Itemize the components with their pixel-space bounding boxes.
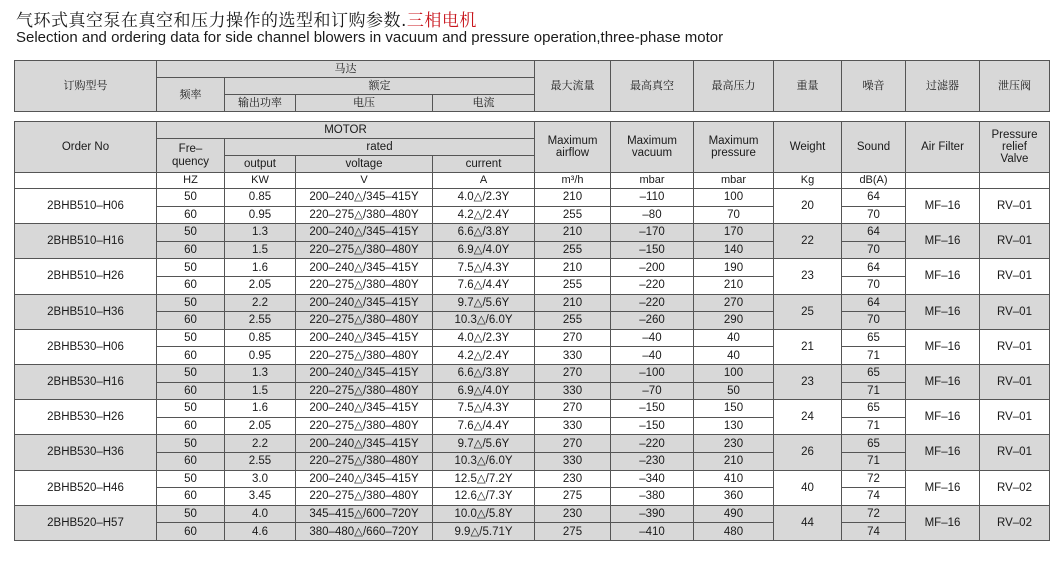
order-no-cell: 2BHB510–H06 xyxy=(15,189,157,224)
valve-cell: RV–02 xyxy=(980,470,1050,505)
airflow-cell: 330 xyxy=(535,347,611,365)
zh-header-table xyxy=(14,60,1050,112)
weight-cell: 21 xyxy=(774,329,842,364)
sound-cell: 74 xyxy=(842,488,906,506)
airflow-header: Maximum airflow xyxy=(535,122,611,173)
valve-cell: RV–01 xyxy=(980,259,1050,294)
voltage-cell: 200–240△/345–415Y xyxy=(296,329,433,347)
voltage-cell: 200–240△/345–415Y xyxy=(296,224,433,242)
current-cell: 6.9△/4.0Y xyxy=(433,382,535,400)
filter-cell: MF–16 xyxy=(906,259,980,294)
output-header: output xyxy=(225,156,296,173)
table-row xyxy=(15,470,1050,488)
output-cell: 2.05 xyxy=(225,276,296,294)
current-cell: 4.2△/2.4Y xyxy=(433,206,535,224)
sound-cell: 71 xyxy=(842,452,906,470)
voltage-cell: 200–240△/345–415Y xyxy=(296,470,433,488)
weight-cell: 26 xyxy=(774,435,842,470)
airflow-cell: 255 xyxy=(535,206,611,224)
weight-cell: 20 xyxy=(774,189,842,224)
frequency-header: Fre– quency xyxy=(157,139,225,173)
title-zh-accent: 三相电机 xyxy=(406,11,477,31)
current-cell: 7.5△/4.3Y xyxy=(433,259,535,277)
frequency-cell: 50 xyxy=(157,224,225,242)
zh-sound-header: 噪音 xyxy=(842,61,906,112)
table-row xyxy=(15,452,1050,470)
page-subtitle: Selection and ordering data for side channel blowers in vacuum and pressure operation,three-phase motor xyxy=(16,29,724,46)
pressure-cell: 210 xyxy=(694,276,774,294)
pressure-cell: 40 xyxy=(694,329,774,347)
table-row xyxy=(15,400,1050,418)
pressure-cell: 130 xyxy=(694,417,774,435)
pressure-cell: 490 xyxy=(694,505,774,523)
output-cell: 2.2 xyxy=(225,435,296,453)
order-no-header: Order No xyxy=(15,122,157,173)
frequency-cell: 50 xyxy=(157,329,225,347)
vacuum-cell: –80 xyxy=(611,206,694,224)
zh-valve-header: 泄压阀 xyxy=(980,61,1050,112)
zh-weight-header: 重量 xyxy=(774,61,842,112)
filter-cell: MF–16 xyxy=(906,435,980,470)
frequency-cell: 50 xyxy=(157,470,225,488)
output-cell: 1.3 xyxy=(225,364,296,382)
current-cell: 9.9△/5.71Y xyxy=(433,523,535,541)
output-cell: 0.95 xyxy=(225,347,296,365)
zh-order-no-header: 订购型号 xyxy=(15,61,157,112)
frequency-cell: 60 xyxy=(157,488,225,506)
output-cell: 1.6 xyxy=(225,400,296,418)
current-cell: 9.7△/5.6Y xyxy=(433,294,535,312)
voltage-cell: 220–275△/380–480Y xyxy=(296,347,433,365)
unit-vacuum: mbar xyxy=(611,173,694,189)
table-row xyxy=(15,488,1050,506)
current-cell: 4.0△/2.3Y xyxy=(433,189,535,207)
airflow-cell: 255 xyxy=(535,276,611,294)
pressure-cell: 290 xyxy=(694,312,774,330)
voltage-cell: 220–275△/380–480Y xyxy=(296,382,433,400)
vacuum-cell: –150 xyxy=(611,400,694,418)
output-cell: 2.05 xyxy=(225,417,296,435)
weight-cell: 40 xyxy=(774,470,842,505)
current-cell: 7.6△/4.4Y xyxy=(433,417,535,435)
valve-cell: RV–01 xyxy=(980,224,1050,259)
vacuum-cell: –220 xyxy=(611,276,694,294)
valve-cell: RV–01 xyxy=(980,364,1050,399)
output-cell: 1.3 xyxy=(225,224,296,242)
current-cell: 12.6△/7.3Y xyxy=(433,488,535,506)
unit-sound: dB(A) xyxy=(842,173,906,189)
current-cell: 12.5△/7.2Y xyxy=(433,470,535,488)
frequency-cell: 60 xyxy=(157,241,225,259)
unit-valve xyxy=(980,173,1050,189)
vacuum-cell: –230 xyxy=(611,452,694,470)
output-cell: 2.2 xyxy=(225,294,296,312)
filter-cell: MF–16 xyxy=(906,364,980,399)
voltage-cell: 220–275△/380–480Y xyxy=(296,206,433,224)
frequency-cell: 60 xyxy=(157,523,225,541)
rated-header: rated xyxy=(225,139,535,156)
current-cell: 9.7△/5.6Y xyxy=(433,435,535,453)
airflow-cell: 230 xyxy=(535,470,611,488)
frequency-cell: 50 xyxy=(157,294,225,312)
vacuum-cell: –340 xyxy=(611,470,694,488)
output-cell: 4.6 xyxy=(225,523,296,541)
sound-cell: 71 xyxy=(842,347,906,365)
vacuum-cell: –200 xyxy=(611,259,694,277)
zh-output-header: 输出功率 xyxy=(225,95,296,112)
unit-frequency: HZ xyxy=(157,173,225,189)
zh-voltage-header: 电压 xyxy=(296,95,433,112)
sound-cell: 70 xyxy=(842,206,906,224)
pressure-cell: 230 xyxy=(694,435,774,453)
frequency-cell: 50 xyxy=(157,400,225,418)
valve-cell: RV–01 xyxy=(980,189,1050,224)
voltage-cell: 220–275△/380–480Y xyxy=(296,276,433,294)
order-no-cell: 2BHB530–H06 xyxy=(15,329,157,364)
airflow-cell: 210 xyxy=(535,294,611,312)
airflow-cell: 210 xyxy=(535,224,611,242)
weight-cell: 23 xyxy=(774,364,842,399)
zh-motor-header: 马达 xyxy=(157,61,535,78)
table-row xyxy=(15,189,1050,207)
zh-current-header: 电流 xyxy=(433,95,535,112)
vacuum-cell: –150 xyxy=(611,241,694,259)
current-cell: 6.9△/4.0Y xyxy=(433,241,535,259)
airflow-cell: 275 xyxy=(535,523,611,541)
current-cell: 7.6△/4.4Y xyxy=(433,276,535,294)
sound-cell: 74 xyxy=(842,523,906,541)
valve-cell: RV–01 xyxy=(980,294,1050,329)
voltage-cell: 220–275△/380–480Y xyxy=(296,452,433,470)
pressure-cell: 360 xyxy=(694,488,774,506)
output-cell: 0.85 xyxy=(225,329,296,347)
current-cell: 4.2△/2.4Y xyxy=(433,347,535,365)
table-row xyxy=(15,276,1050,294)
sound-cell: 70 xyxy=(842,241,906,259)
pressure-header: Maximum pressure xyxy=(694,122,774,173)
sound-cell: 71 xyxy=(842,417,906,435)
table-row xyxy=(15,294,1050,312)
vacuum-cell: –70 xyxy=(611,382,694,400)
unit-voltage: V xyxy=(296,173,433,189)
weight-header: Weight xyxy=(774,122,842,173)
unit-filter xyxy=(906,173,980,189)
vacuum-cell: –380 xyxy=(611,488,694,506)
vacuum-cell: –100 xyxy=(611,364,694,382)
filter-cell: MF–16 xyxy=(906,400,980,435)
current-cell: 7.5△/4.3Y xyxy=(433,400,535,418)
current-cell: 10.0△/5.8Y xyxy=(433,505,535,523)
zh-vacuum-header: 最高真空 xyxy=(611,61,694,112)
sound-cell: 71 xyxy=(842,382,906,400)
voltage-cell: 200–240△/345–415Y xyxy=(296,400,433,418)
unit-current: A xyxy=(433,173,535,189)
pressure-cell: 480 xyxy=(694,523,774,541)
airflow-cell: 270 xyxy=(535,364,611,382)
units-row xyxy=(15,173,1050,189)
sound-cell: 64 xyxy=(842,259,906,277)
zh-filter-header: 过滤器 xyxy=(906,61,980,112)
valve-cell: RV–01 xyxy=(980,400,1050,435)
filter-cell: MF–16 xyxy=(906,294,980,329)
voltage-cell: 200–240△/345–415Y xyxy=(296,435,433,453)
order-no-cell: 2BHB520–H46 xyxy=(15,470,157,505)
weight-cell: 24 xyxy=(774,400,842,435)
vacuum-cell: –390 xyxy=(611,505,694,523)
vacuum-cell: –410 xyxy=(611,523,694,541)
voltage-cell: 220–275△/380–480Y xyxy=(296,312,433,330)
airflow-cell: 270 xyxy=(535,329,611,347)
voltage-cell: 200–240△/345–415Y xyxy=(296,259,433,277)
valve-cell: RV–01 xyxy=(980,329,1050,364)
frequency-cell: 50 xyxy=(157,364,225,382)
output-cell: 1.5 xyxy=(225,382,296,400)
table-row xyxy=(15,312,1050,330)
unit-airflow: m³/h xyxy=(535,173,611,189)
zh-airflow-header: 最大流量 xyxy=(535,61,611,112)
voltage-header: voltage xyxy=(296,156,433,173)
airflow-cell: 270 xyxy=(535,400,611,418)
order-no-cell: 2BHB510–H36 xyxy=(15,294,157,329)
unit-weight: Kg xyxy=(774,173,842,189)
frequency-cell: 60 xyxy=(157,382,225,400)
page-title xyxy=(16,6,477,31)
airflow-cell: 330 xyxy=(535,382,611,400)
valve-header: Pressure relief Valve xyxy=(980,122,1050,173)
sound-cell: 72 xyxy=(842,505,906,523)
table-row xyxy=(15,382,1050,400)
pressure-cell: 210 xyxy=(694,452,774,470)
sound-cell: 65 xyxy=(842,329,906,347)
frequency-cell: 60 xyxy=(157,312,225,330)
zh-frequency-header: 频率 xyxy=(157,78,225,112)
table-row xyxy=(15,259,1050,277)
output-cell: 1.5 xyxy=(225,241,296,259)
vacuum-cell: –170 xyxy=(611,224,694,242)
frequency-cell: 50 xyxy=(157,189,225,207)
filter-header: Air Filter xyxy=(906,122,980,173)
zh-rated-header: 额定 xyxy=(225,78,535,95)
frequency-cell: 50 xyxy=(157,259,225,277)
airflow-cell: 330 xyxy=(535,452,611,470)
sound-cell: 65 xyxy=(842,435,906,453)
pressure-cell: 70 xyxy=(694,206,774,224)
pressure-cell: 40 xyxy=(694,347,774,365)
vacuum-cell: –220 xyxy=(611,294,694,312)
current-cell: 6.6△/3.8Y xyxy=(433,364,535,382)
valve-cell: RV–02 xyxy=(980,505,1050,540)
frequency-cell: 60 xyxy=(157,206,225,224)
frequency-cell: 50 xyxy=(157,505,225,523)
current-cell: 10.3△/6.0Y xyxy=(433,452,535,470)
voltage-cell: 220–275△/380–480Y xyxy=(296,488,433,506)
output-cell: 1.6 xyxy=(225,259,296,277)
order-no-cell: 2BHB510–H26 xyxy=(15,259,157,294)
voltage-cell: 220–275△/380–480Y xyxy=(296,417,433,435)
output-cell: 3.0 xyxy=(225,470,296,488)
output-cell: 4.0 xyxy=(225,505,296,523)
vacuum-cell: –220 xyxy=(611,435,694,453)
title-zh: 气环式真空泵在真空和压力操作的选型和订购参数. xyxy=(16,11,407,31)
sound-cell: 65 xyxy=(842,400,906,418)
airflow-cell: 230 xyxy=(535,505,611,523)
filter-cell: MF–16 xyxy=(906,470,980,505)
vacuum-cell: –40 xyxy=(611,329,694,347)
pressure-cell: 170 xyxy=(694,224,774,242)
unit-order-no xyxy=(15,173,157,189)
voltage-cell: 200–240△/345–415Y xyxy=(296,364,433,382)
voltage-cell: 220–275△/380–480Y xyxy=(296,241,433,259)
motor-header: MOTOR xyxy=(157,122,535,139)
unit-pressure: mbar xyxy=(694,173,774,189)
table-row xyxy=(15,329,1050,347)
sound-cell: 70 xyxy=(842,312,906,330)
current-cell: 4.0△/2.3Y xyxy=(433,329,535,347)
frequency-cell: 50 xyxy=(157,435,225,453)
sound-header: Sound xyxy=(842,122,906,173)
filter-cell: MF–16 xyxy=(906,505,980,540)
airflow-cell: 255 xyxy=(535,241,611,259)
weight-cell: 44 xyxy=(774,505,842,540)
pressure-cell: 50 xyxy=(694,382,774,400)
current-cell: 6.6△/3.8Y xyxy=(433,224,535,242)
voltage-cell: 200–240△/345–415Y xyxy=(296,294,433,312)
vacuum-cell: –40 xyxy=(611,347,694,365)
pressure-cell: 100 xyxy=(694,364,774,382)
airflow-cell: 255 xyxy=(535,312,611,330)
zh-pressure-header: 最高压力 xyxy=(694,61,774,112)
pressure-cell: 140 xyxy=(694,241,774,259)
output-cell: 2.55 xyxy=(225,312,296,330)
order-no-cell: 2BHB510–H16 xyxy=(15,224,157,259)
frequency-cell: 60 xyxy=(157,347,225,365)
sound-cell: 64 xyxy=(842,189,906,207)
order-no-cell: 2BHB530–H26 xyxy=(15,400,157,435)
weight-cell: 23 xyxy=(774,259,842,294)
pressure-cell: 150 xyxy=(694,400,774,418)
order-no-cell: 2BHB520–H57 xyxy=(15,505,157,540)
blower-data-table xyxy=(14,121,1050,541)
voltage-cell: 345–415△/600–720Y xyxy=(296,505,433,523)
table-row xyxy=(15,523,1050,541)
pressure-cell: 410 xyxy=(694,470,774,488)
sound-cell: 65 xyxy=(842,364,906,382)
sound-cell: 64 xyxy=(842,294,906,312)
table-row xyxy=(15,224,1050,242)
airflow-cell: 210 xyxy=(535,259,611,277)
vacuum-header: Maximum vacuum xyxy=(611,122,694,173)
filter-cell: MF–16 xyxy=(906,329,980,364)
airflow-cell: 330 xyxy=(535,417,611,435)
filter-cell: MF–16 xyxy=(906,189,980,224)
current-header: current xyxy=(433,156,535,173)
table-row xyxy=(15,206,1050,224)
frequency-cell: 60 xyxy=(157,276,225,294)
table-row xyxy=(15,417,1050,435)
table-row xyxy=(15,347,1050,365)
table-row xyxy=(15,241,1050,259)
vacuum-cell: –260 xyxy=(611,312,694,330)
airflow-cell: 275 xyxy=(535,488,611,506)
output-cell: 0.85 xyxy=(225,189,296,207)
current-cell: 10.3△/6.0Y xyxy=(433,312,535,330)
pressure-cell: 190 xyxy=(694,259,774,277)
order-no-cell: 2BHB530–H36 xyxy=(15,435,157,470)
table-row xyxy=(15,364,1050,382)
sound-cell: 72 xyxy=(842,470,906,488)
sound-cell: 64 xyxy=(842,224,906,242)
filter-cell: MF–16 xyxy=(906,224,980,259)
voltage-cell: 380–480△/660–720Y xyxy=(296,523,433,541)
vacuum-cell: –110 xyxy=(611,189,694,207)
weight-cell: 22 xyxy=(774,224,842,259)
output-cell: 0.95 xyxy=(225,206,296,224)
valve-cell: RV–01 xyxy=(980,435,1050,470)
airflow-cell: 270 xyxy=(535,435,611,453)
pressure-cell: 100 xyxy=(694,189,774,207)
voltage-cell: 200–240△/345–415Y xyxy=(296,189,433,207)
frequency-cell: 60 xyxy=(157,452,225,470)
output-cell: 3.45 xyxy=(225,488,296,506)
unit-output: KW xyxy=(225,173,296,189)
airflow-cell: 210 xyxy=(535,189,611,207)
order-no-cell: 2BHB530–H16 xyxy=(15,364,157,399)
pressure-cell: 270 xyxy=(694,294,774,312)
frequency-cell: 60 xyxy=(157,417,225,435)
sound-cell: 70 xyxy=(842,276,906,294)
vacuum-cell: –150 xyxy=(611,417,694,435)
weight-cell: 25 xyxy=(774,294,842,329)
output-cell: 2.55 xyxy=(225,452,296,470)
table-row xyxy=(15,505,1050,523)
table-row xyxy=(15,435,1050,453)
